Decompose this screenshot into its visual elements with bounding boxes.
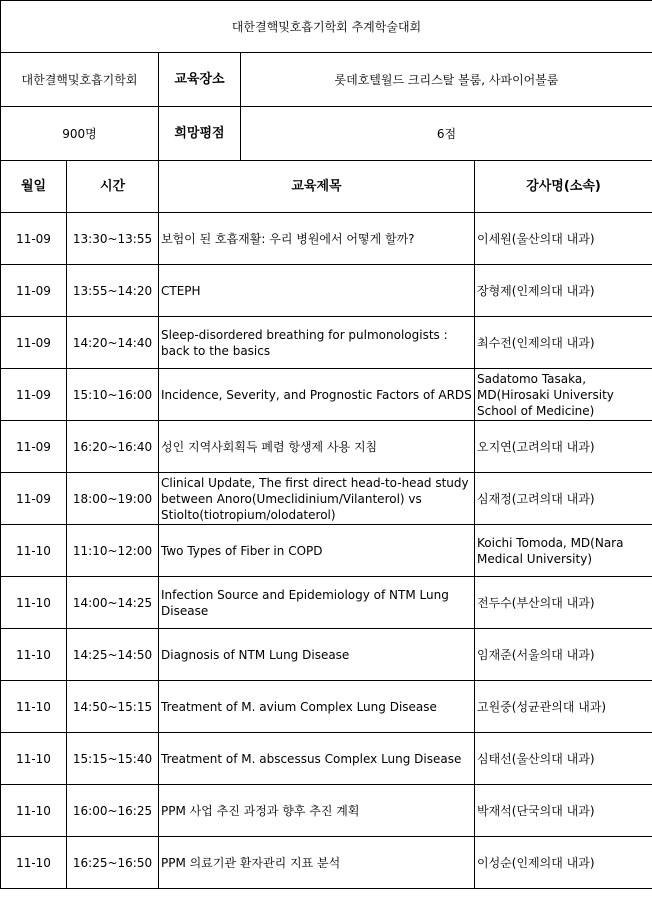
row-time: 16:25~16:50 xyxy=(67,837,159,889)
table-row xyxy=(1,629,652,681)
row-time: 11:10~12:00 xyxy=(67,525,159,577)
row-lecturer: 고원중(성균관의대 내과) xyxy=(475,681,652,733)
row-time: 14:00~14:25 xyxy=(67,577,159,629)
table-row xyxy=(1,733,652,785)
organizer: 대한결핵및호흡기학회 xyxy=(1,53,159,107)
venue: 롯데호텔월드 크리스탈 볼룸, 사파이어볼룸 xyxy=(241,53,652,107)
row-subject: Treatment of M. avium Complex Lung Disease xyxy=(159,681,475,733)
row-date: 11-09 xyxy=(1,421,67,473)
row-subject: PPM 의료기관 환자관리 지표 분석 xyxy=(159,837,475,889)
row-time: 13:55~14:20 xyxy=(67,265,159,317)
table-row xyxy=(1,577,652,629)
row-date: 11-09 xyxy=(1,369,67,421)
row-lecturer: 전두수(부산의대 내과) xyxy=(475,577,652,629)
row-time: 16:20~16:40 xyxy=(67,421,159,473)
row-subject: Sleep-disordered breathing for pulmonologists : back to the basics xyxy=(159,317,475,369)
row-subject: Treatment of M. abscessus Complex Lung Disease xyxy=(159,733,475,785)
venue-row xyxy=(1,53,652,107)
document-title: 대한결핵및호흡기학회 추계학술대회 xyxy=(1,1,652,53)
row-date: 11-10 xyxy=(1,681,67,733)
row-subject: Infection Source and Epidemiology of NTM Lung Disease xyxy=(159,577,475,629)
score: 6점 xyxy=(241,107,652,161)
row-subject: 보험이 된 호흡재활: 우리 병원에서 어떻게 할까? xyxy=(159,213,475,265)
venue-label: 교육장소 xyxy=(159,53,241,107)
row-date: 11-10 xyxy=(1,525,67,577)
row-lecturer: 심재정(고려의대 내과) xyxy=(475,473,652,525)
row-date: 11-10 xyxy=(1,577,67,629)
header-lecturer: 강사명(소속) xyxy=(475,161,652,213)
score-row xyxy=(1,107,652,161)
row-time: 15:15~15:40 xyxy=(67,733,159,785)
row-lecturer: 이성순(인제의대 내과) xyxy=(475,837,652,889)
row-date: 11-10 xyxy=(1,733,67,785)
row-subject: Clinical Update, The first direct head-to-head study between Anoro(Umeclidinium/Vilanterol) vs Stiolto(tiotropium/olodaterol) xyxy=(159,473,475,525)
row-subject: Incidence, Severity, and Prognostic Factors of ARDS xyxy=(159,369,475,421)
header-subject: 교육제목 xyxy=(159,161,475,213)
table-row xyxy=(1,369,652,421)
row-date: 11-09 xyxy=(1,265,67,317)
row-time: 14:20~14:40 xyxy=(67,317,159,369)
row-date: 11-09 xyxy=(1,317,67,369)
row-lecturer: Koichi Tomoda, MD(Nara Medical University) xyxy=(475,525,652,577)
row-time: 18:00~19:00 xyxy=(67,473,159,525)
table-row xyxy=(1,317,652,369)
table-row xyxy=(1,837,652,889)
table-row xyxy=(1,473,652,525)
header-date: 월일 xyxy=(1,161,67,213)
row-lecturer: 임재준(서울의대 내과) xyxy=(475,629,652,681)
row-date: 11-10 xyxy=(1,785,67,837)
table-row xyxy=(1,213,652,265)
row-subject: PPM 사업 추진 과정과 향후 추진 계획 xyxy=(159,785,475,837)
row-time: 14:25~14:50 xyxy=(67,629,159,681)
row-subject: CTEPH xyxy=(159,265,475,317)
row-subject: Two Types of Fiber in COPD xyxy=(159,525,475,577)
row-date: 11-09 xyxy=(1,213,67,265)
row-time: 16:00~16:25 xyxy=(67,785,159,837)
row-lecturer: 심태선(울산의대 내과) xyxy=(475,733,652,785)
row-lecturer: Sadatomo Tasaka, MD(Hirosaki University School of Medicine) xyxy=(475,369,652,421)
title-row xyxy=(1,1,652,53)
table-row xyxy=(1,265,652,317)
row-subject: Diagnosis of NTM Lung Disease xyxy=(159,629,475,681)
row-date: 11-09 xyxy=(1,473,67,525)
row-lecturer: 최수전(인제의대 내과) xyxy=(475,317,652,369)
row-time: 15:10~16:00 xyxy=(67,369,159,421)
row-subject: 성인 지역사회획득 폐렴 항생제 사용 지침 xyxy=(159,421,475,473)
row-lecturer: 장형제(인제의대 내과) xyxy=(475,265,652,317)
table-row xyxy=(1,525,652,577)
row-time: 14:50~15:15 xyxy=(67,681,159,733)
row-time: 13:30~13:55 xyxy=(67,213,159,265)
row-lecturer: 이세원(울산의대 내과) xyxy=(475,213,652,265)
row-lecturer: 박재석(단국의대 내과) xyxy=(475,785,652,837)
table-row xyxy=(1,421,652,473)
row-lecturer: 오지연(고려의대 내과) xyxy=(475,421,652,473)
table-row xyxy=(1,785,652,837)
header-row xyxy=(1,161,652,213)
capacity: 900명 xyxy=(1,107,159,161)
row-date: 11-10 xyxy=(1,629,67,681)
table-row xyxy=(1,681,652,733)
header-time: 시간 xyxy=(67,161,159,213)
score-label: 희망평점 xyxy=(159,107,241,161)
row-date: 11-10 xyxy=(1,837,67,889)
